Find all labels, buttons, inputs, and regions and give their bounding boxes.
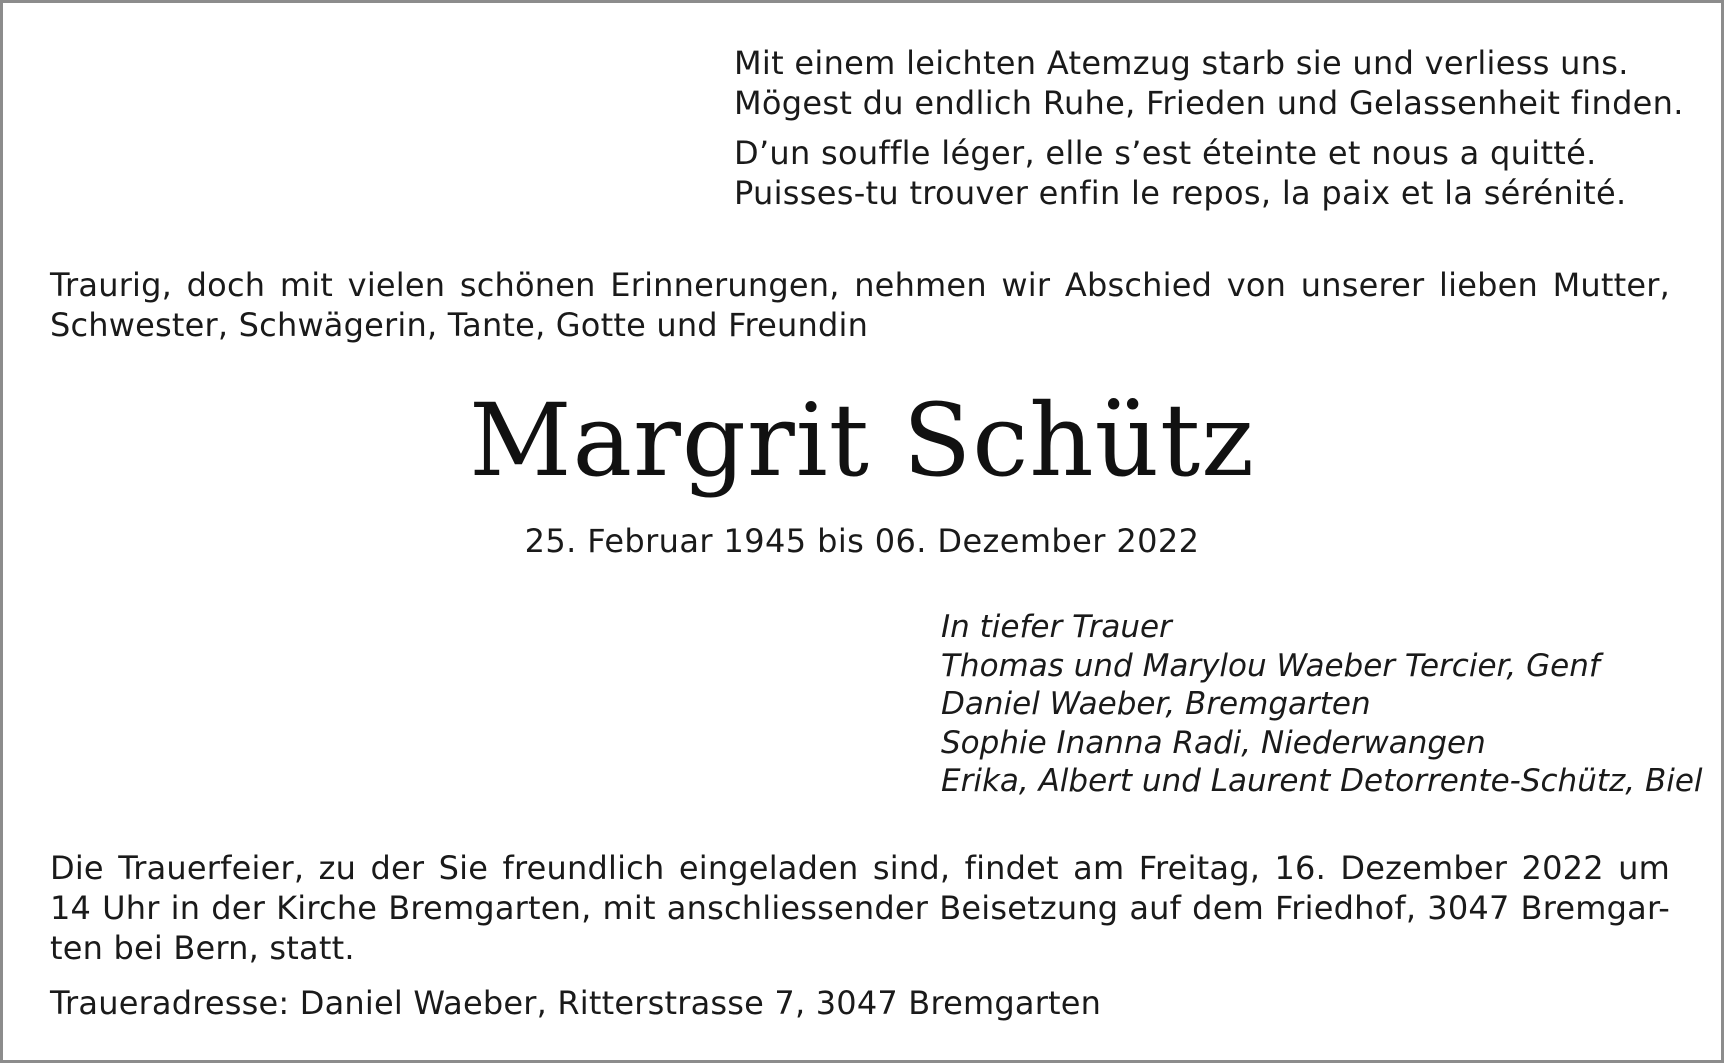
service-paragraph	[50, 848, 1670, 968]
intro-line-2: Schwester, Schwägerin, Tante, Gotte und Freundin	[50, 306, 869, 344]
mourning-address: Traueradresse: Daniel Waeber, Ritterstrasse 7, 3047 Bremgarten	[50, 984, 1102, 1022]
service-line-3: ten bei Bern, statt.	[50, 929, 355, 967]
life-dates: 25. Februar 1945 bis 06. Dezember 2022	[524, 522, 1200, 560]
mourner-item: Daniel Waeber, Bremgarten	[941, 686, 1371, 722]
motto-german-line-1: Mit einem leichten Atemzug starb sie und verliess uns.	[734, 44, 1629, 82]
mourner-item: Sophie Inanna Radi, Niederwangen	[941, 724, 1486, 761]
mourners-heading: In tiefer Trauer	[941, 609, 1172, 645]
mourners-list	[941, 608, 1701, 801]
motto-spacer	[734, 123, 1694, 133]
motto-block	[734, 43, 1694, 213]
motto-german-line-2: Mögest du endlich Ruhe, Frieden und Gelassenheit finden.	[734, 84, 1684, 122]
mourner-item: Erika, Albert und Laurent Detorrente-Schütz, Biel	[941, 763, 1703, 799]
service-line-2: 14 Uhr in der Kirche Bremgarten, mit anschliessender Beisetzung auf dem Friedhof, 3047 Bremgar-	[50, 889, 1670, 927]
intro-paragraph	[50, 265, 1670, 345]
intro-line-1: Traurig, doch mit vielen schönen Erinnerungen, nehmen wir Abschied von unserer lieben Mutter,	[50, 266, 1670, 304]
motto-french-line-2: Puisses-tu trouver enfin le repos, la paix et la sérénité.	[734, 174, 1627, 212]
mourner-item: Thomas und Marylou Waeber Tercier, Genf	[941, 647, 1600, 684]
service-line-1: Die Trauerfeier, zu der Sie freundlich eingeladen sind, findet am Freitag, 16. Dezember 2022 um	[50, 849, 1670, 887]
motto-french-line-1: D’un souffle léger, elle s’est éteinte et nous a quitté.	[734, 134, 1597, 172]
deceased-name: Margrit Schütz	[469, 382, 1255, 499]
